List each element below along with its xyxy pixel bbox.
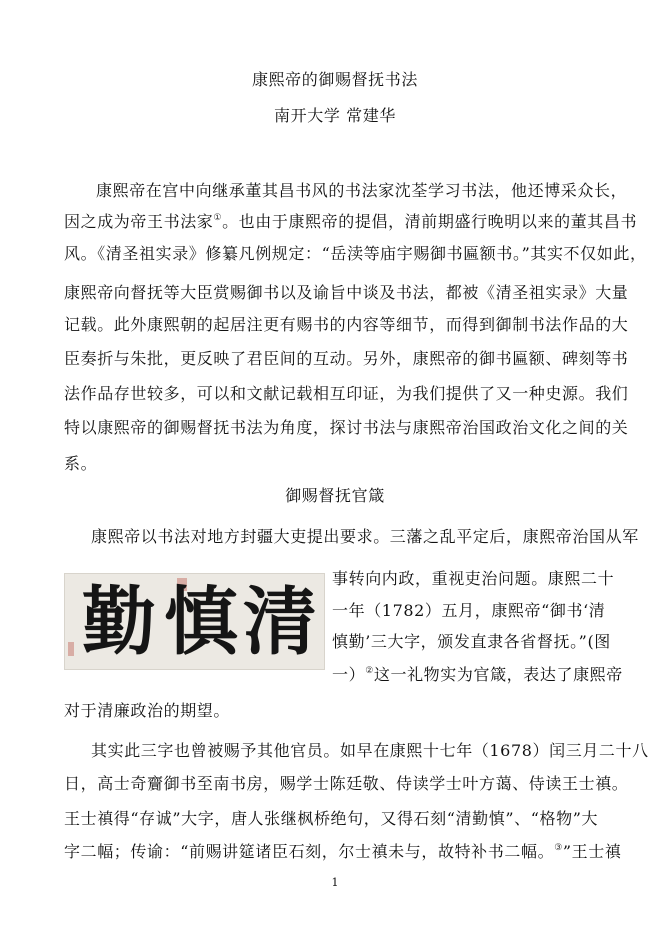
paragraph-line: 慎勤’三大字，颁发直隶各省督抚。”(图 <box>332 632 611 651</box>
paragraph-line: 风。《清圣祖实录》修纂凡例规定：“岳渎等庙宇赐御书匾额书。”其实不仅如此， <box>64 244 647 263</box>
paragraph-line <box>64 212 637 232</box>
text-span: 字二幅；传谕：“前赐讲筵诸臣石刻，尔士禛未与，故特补书二幅。 <box>64 842 555 861</box>
paragraph-line: 事转向内政，重视吏治问题。康熙二十 <box>332 569 615 588</box>
paragraph-line: 其实此三字也曾被赐予其他官员。如早在康熙十七年（1678）闰三月二十八 <box>91 741 649 760</box>
text-span: ”王士禛 <box>562 842 622 861</box>
document-author: 南开大学 常建华 <box>274 106 396 125</box>
paragraph-line: 特以康熙帝的御赐督抚书法为角度，探讨书法与康熙帝治国政治文化之间的关 <box>64 418 629 437</box>
footnote-marker[interactable]: ① <box>213 213 223 223</box>
calligraphy-char: 清 <box>243 579 317 665</box>
text-span: 这一礼物实为官箴，表达了康熙帝 <box>373 665 623 684</box>
section-heading: 御赐督抚官箴 <box>285 486 385 505</box>
paragraph-line: 日，高士奇齎御书至南书房，赐学士陈廷敬、侍读学士叶方蔼、侍读王士禛。 <box>64 774 629 793</box>
seal-stamp <box>68 642 74 656</box>
paragraph-line: 康熙帝在宫中向继承董其昌书风的书法家沈荃学习书法，他还博采众长， <box>96 181 628 200</box>
page-number: 1 <box>331 876 339 889</box>
footnote-marker[interactable]: ② <box>365 666 374 676</box>
paragraph-line: 康熙帝以书法对地方封疆大吏提出要求。三藩之乱平定后，康熙帝治国从军 <box>91 527 639 546</box>
calligraphy-char: 慎 <box>164 579 238 665</box>
paragraph-line <box>64 842 621 862</box>
calligraphy-char: 勤 <box>82 579 156 665</box>
paragraph-line: 王士禛得“存诚”大字，唐人张继枫桥绝句，又得石刻“清勤慎”、“格物”大 <box>64 809 599 828</box>
paragraph-line: 臣奏折与朱批，更反映了君臣间的互动。另外，康熙帝的御书匾额、碑刻等书 <box>64 349 629 368</box>
paragraph-line: 康熙帝向督抚等大臣赏赐御书以及谕旨中谈及书法，都被《清圣祖实录》大量 <box>64 283 629 302</box>
calligraphy-plaque-image <box>64 573 325 670</box>
paragraph-line: 一年（1782）五月，康熙帝“御书‘清 <box>332 601 606 620</box>
paragraph-line <box>332 665 623 685</box>
document-title: 康熙帝的御赐督抚书法 <box>251 70 418 89</box>
paragraph-line: 记载。此外康熙朝的起居注更有赐书的内容等细节，而得到御制书法作品的大 <box>64 315 629 334</box>
footnote-marker[interactable]: ③ <box>554 843 563 853</box>
text-span: 一） <box>332 665 366 684</box>
paragraph-line: 对于清廉政治的期望。 <box>64 701 231 720</box>
paragraph-line: 法作品存世较多，可以和文献记载相互印证，为我们提供了又一种史源。我们 <box>64 384 629 403</box>
paragraph-line: 系。 <box>64 454 98 473</box>
text-span: 。也由于康熙帝的提倡，清前期盛行晚明以来的董其昌书 <box>222 212 638 231</box>
text-span: 因之成为帝王书法家 <box>64 212 214 231</box>
